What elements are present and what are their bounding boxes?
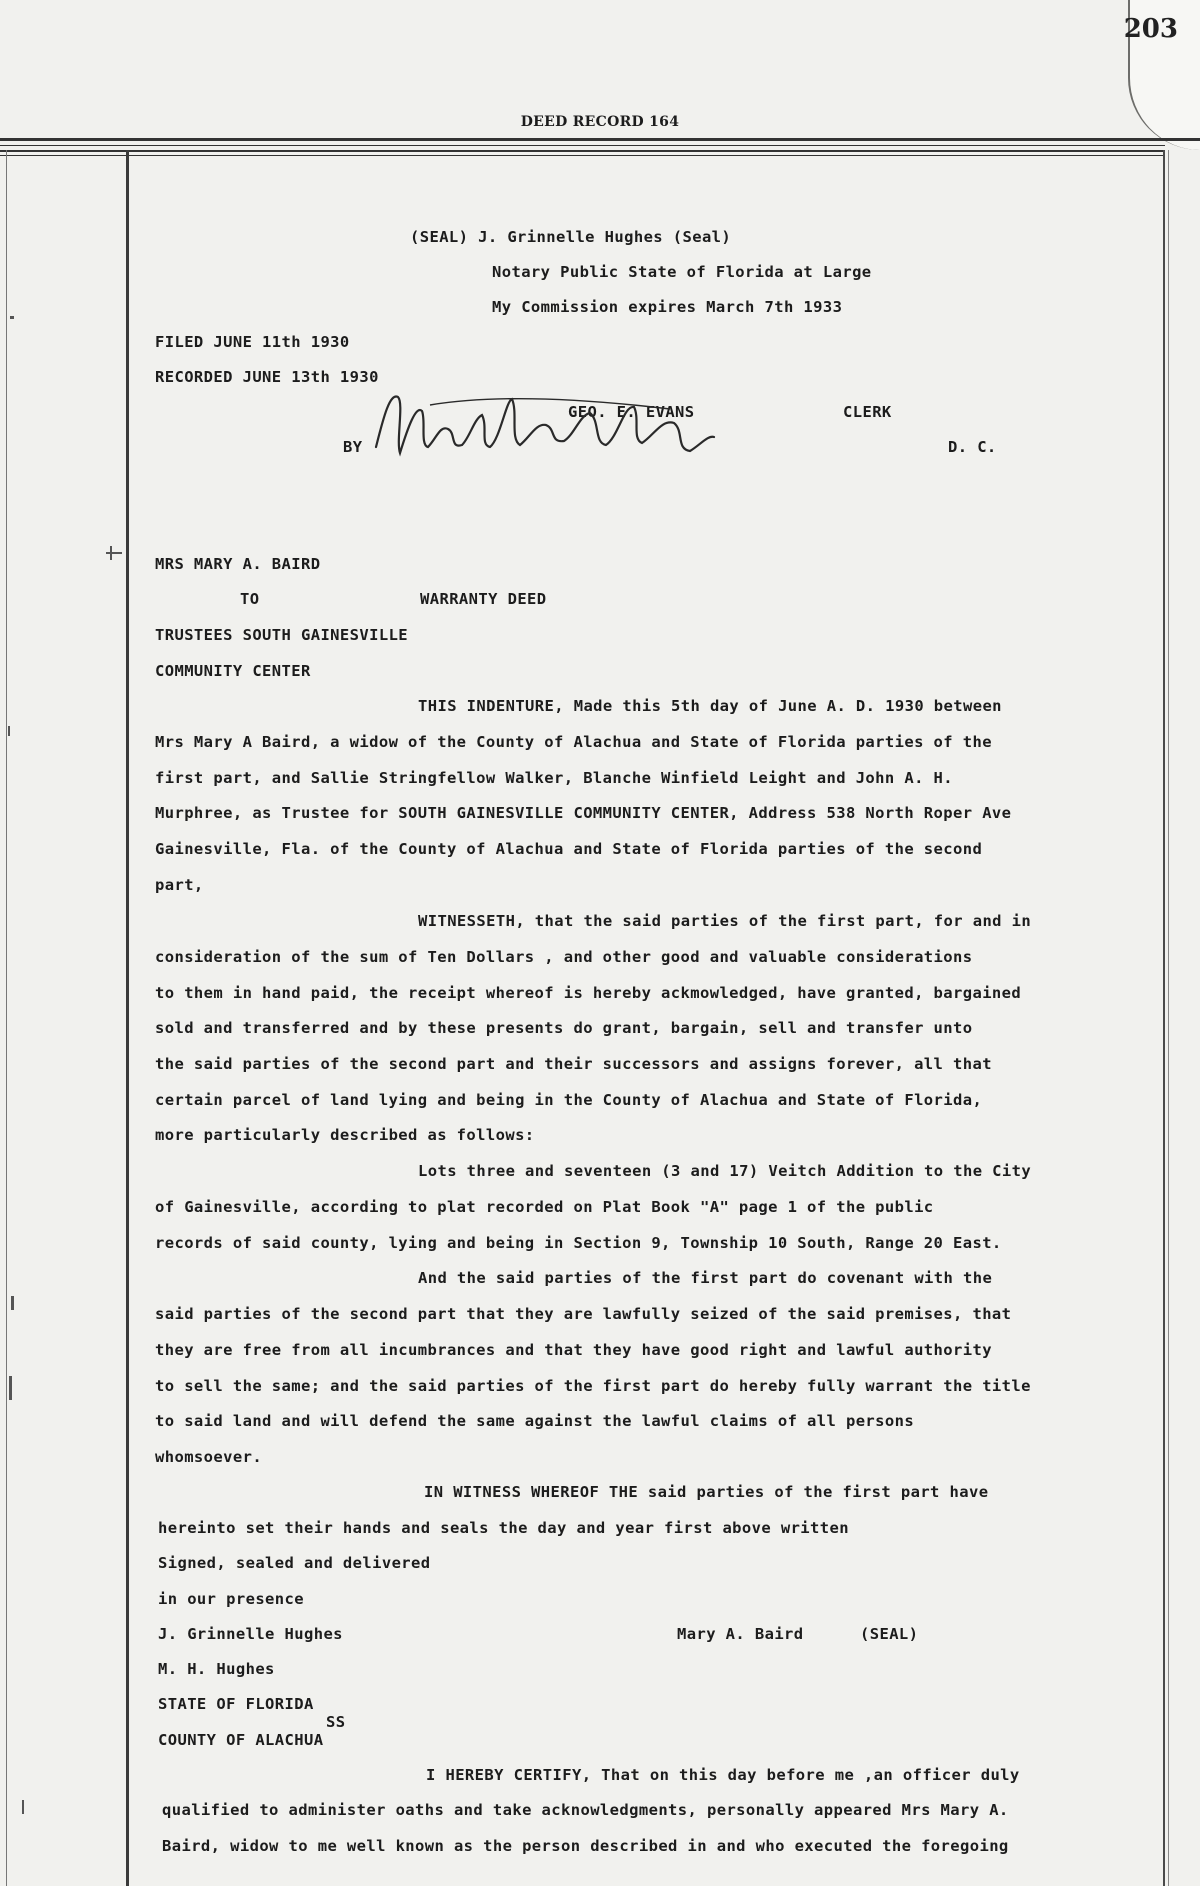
body-line: Gainesville, Fla. of the County of Alachua and State of Florida parties of the second [155, 840, 983, 858]
body-line: hereinto set their hands and seals the day and year first above written [158, 1519, 849, 1537]
signer-seal: (SEAL) [860, 1625, 919, 1643]
notary-seal-line: (SEAL) J. Grinnelle Hughes (Seal) [410, 228, 732, 246]
header-rule [0, 138, 1200, 141]
deputy-clerk-signature [370, 375, 720, 475]
header-rule [0, 150, 1165, 152]
body-line: WITNESSETH, that the said parties of the first part, for and in [418, 912, 1032, 930]
by-label: BY [343, 438, 363, 456]
certificate-line: qualified to administer oaths and take acknowledgments, personally appeared Mrs Mary A. [162, 1801, 1009, 1819]
clerk-title: CLERK [843, 403, 892, 421]
right-margin-line [1168, 150, 1169, 1886]
certificate-line: I HEREBY CERTIFY, That on this day before me ,an officer duly [426, 1766, 1020, 1784]
grantor-name: MRS MARY A. BAIRD [155, 555, 321, 573]
page-number: 203 [1123, 14, 1178, 44]
body-line: to said land and will defend the same against the lawful claims of all persons [155, 1412, 915, 1430]
witness-2-name: M. H. Hughes [158, 1660, 275, 1678]
filed-date: FILED JUNE 11th 1930 [155, 333, 350, 351]
to-label: TO [240, 590, 260, 608]
body-line: they are free from all incumbrances and that they have good right and lawful authority [155, 1341, 992, 1359]
venue-state: STATE OF FLORIDA [158, 1695, 314, 1713]
left-margin-line [126, 150, 129, 1886]
certificate-line: Baird, widow to me well known as the person described in and who executed the foregoing [162, 1837, 1009, 1855]
body-line: first part, and Sallie Stringfellow Walker, Blanche Winfield Leight and John A. H. [155, 769, 954, 787]
body-line: to sell the same; and the said parties of the first part do hereby fully warrant the title [155, 1377, 1031, 1395]
clerk-name: GEO. E. EVANS [568, 403, 695, 421]
body-line: IN WITNESS WHEREOF THE said parties of the first part have [424, 1483, 989, 1501]
venue-county: COUNTY OF ALACHUA [158, 1731, 324, 1749]
notary-commission-line: My Commission expires March 7th 1933 [492, 298, 843, 316]
body-line: in our presence [158, 1590, 304, 1608]
header-rule [0, 145, 1165, 146]
signer-name: Mary A. Baird [677, 1625, 804, 1643]
margin-mark [9, 1376, 12, 1400]
venue-ss: SS [326, 1713, 346, 1731]
grantee-name-line2: COMMUNITY CENTER [155, 662, 311, 680]
grantee-name-line1: TRUSTEES SOUTH GAINESVILLE [155, 626, 409, 644]
body-line: records of said county, lying and being in Section 9, Township 10 South, Range 20 East. [155, 1234, 1002, 1252]
margin-mark [22, 1800, 24, 1814]
body-line: Mrs Mary A Baird, a widow of the County of Alachua and State of Florida parties of the [155, 733, 992, 751]
body-line: Murphree, as Trustee for SOUTH GAINESVILLE COMMUNITY CENTER, Address 538 North Roper Ave [155, 804, 1012, 822]
notary-title-line: Notary Public State of Florida at Large [492, 263, 872, 281]
deputy-clerk-label: D. C. [948, 438, 997, 456]
body-line: Lots three and seventeen (3 and 17) Veitch Addition to the City [418, 1162, 1032, 1180]
body-line: more particularly described as follows: [155, 1126, 535, 1144]
body-line: to them in hand paid, the receipt whereof is hereby ackmowledged, have granted, bargained [155, 984, 1022, 1002]
witness-1-name: J. Grinnelle Hughes [158, 1625, 343, 1643]
margin-mark [110, 546, 112, 560]
body-line: Signed, sealed and delivered [158, 1554, 431, 1572]
body-line: part, [155, 876, 204, 894]
body-line: And the said parties of the first part do covenant with the [418, 1269, 993, 1287]
body-line: certain parcel of land lying and being in the County of Alachua and State of Florida, [155, 1091, 983, 1109]
body-line: said parties of the second part that they are lawfully seized of the said premises, that [155, 1305, 1012, 1323]
left-edge-line [6, 150, 7, 1886]
record-book-title: DEED RECORD 164 [520, 114, 680, 130]
document-type: WARRANTY DEED [420, 590, 547, 608]
right-margin-line [1163, 150, 1165, 1886]
margin-mark [11, 1296, 14, 1310]
body-line: the said parties of the second part and their successors and assigns forever, all that [155, 1055, 992, 1073]
margin-mark [10, 316, 14, 319]
body-line: of Gainesville, according to plat recorded on Plat Book "A" page 1 of the public [155, 1198, 934, 1216]
recorded-date: RECORDED JUNE 13th 1930 [155, 368, 379, 386]
margin-mark [106, 552, 122, 554]
margin-mark [8, 726, 10, 736]
header-rule [0, 155, 1165, 156]
body-line: sold and transferred and by these presents do grant, bargain, sell and transfer unto [155, 1019, 973, 1037]
body-line: whomsoever. [155, 1448, 263, 1466]
body-line: consideration of the sum of Ten Dollars , and other good and valuable considerations [155, 948, 973, 966]
body-line: THIS INDENTURE, Made this 5th day of June A. D. 1930 between [418, 697, 1002, 715]
